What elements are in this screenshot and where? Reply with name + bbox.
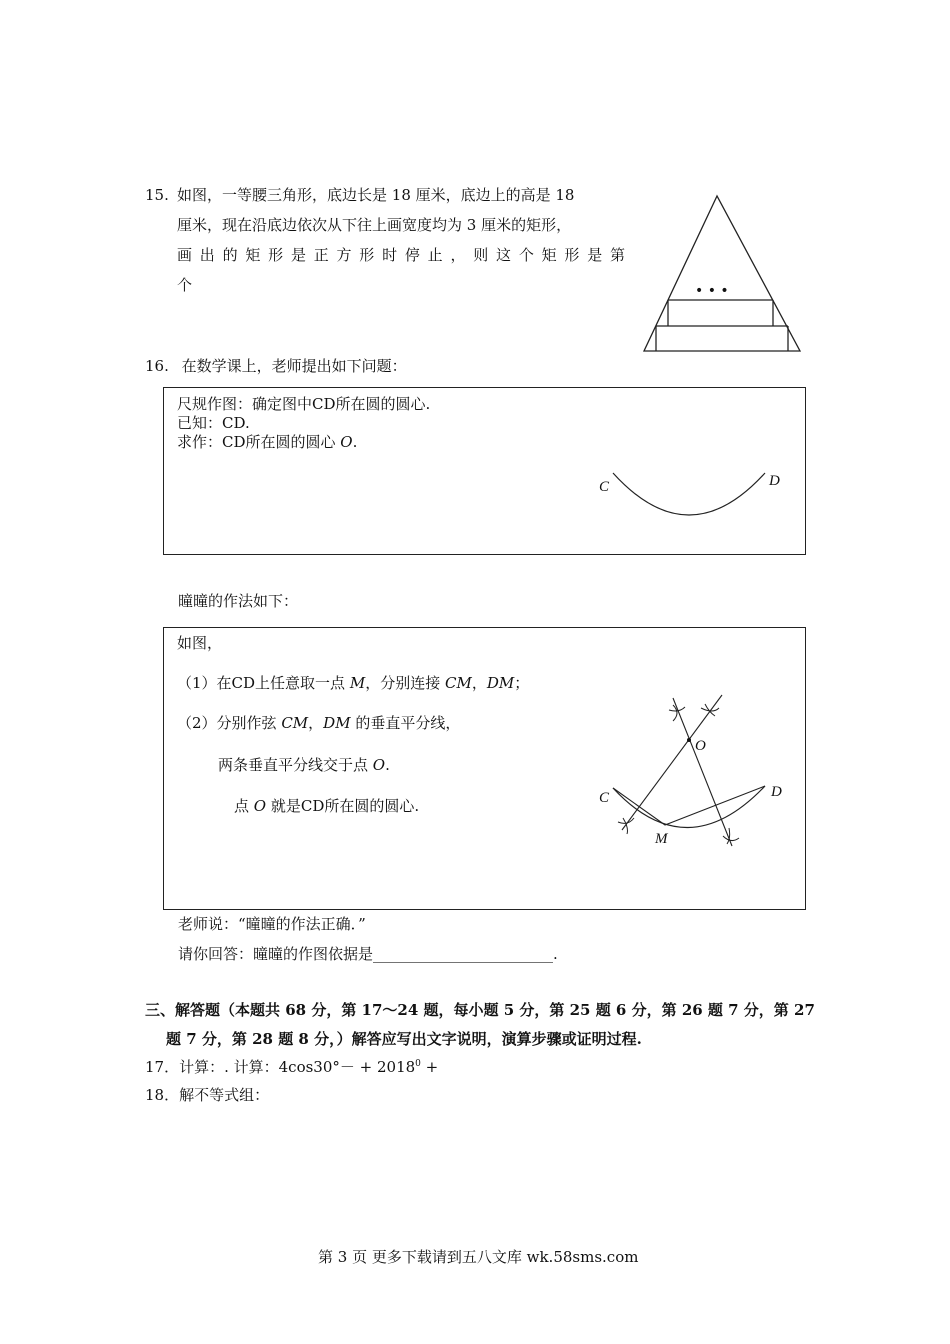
question-number: 16. (145, 357, 169, 375)
problem-line: 尺规作图：确定图中CD所在圆的圆心. (177, 395, 431, 413)
question-18: 18．解不等式组： (145, 1086, 270, 1104)
compass-arc-marks (618, 704, 739, 844)
answer-prompt: 请你回答：曈曈的作图依据是________________________. (178, 945, 558, 963)
label-o: O (695, 738, 706, 754)
section-heading-line: 题 7 分，第 28 题 8 分，）解答应写出文字说明，演算步骤或证明过程. (166, 1030, 642, 1048)
question-text: 在数学课上，老师提出如下问题： (181, 357, 407, 375)
question-number: 15. (145, 186, 169, 204)
label-d: D (769, 473, 780, 489)
problem-line: 求作：CD所在圆的圆心 O. (177, 433, 358, 451)
perpendicular-bisector-dm (673, 698, 732, 846)
arc-cd (613, 786, 765, 828)
triangle-figure (643, 193, 803, 358)
section-heading-line: 三、解答题（本题共 68 分，第 17～24 题，每小题 5 分，第 25 题 6 分，第 26 题 7 分，第 27 (145, 1001, 815, 1019)
method-step-1: （1）在CD上任意取一点 M，分别连接 CM，DM； (177, 674, 530, 692)
question-15 (145, 180, 625, 300)
question-text-line: 厘米，现在沿底边依次从下往上画宽度均为 3 厘米的矩形， (177, 216, 572, 234)
label-m: M (655, 831, 668, 847)
method-line: 如图， (177, 634, 223, 652)
label-c: C (599, 790, 610, 806)
method-step-2: （2）分别作弦 CM，DM 的垂直平分线， (177, 714, 461, 732)
chord-cm-dm (613, 786, 765, 825)
page-footer: 第 3 页 更多下载请到五八文库 wk.58sms.com (318, 1248, 639, 1266)
teacher-remark: 老师说：“曈曈的作法正确．” (178, 915, 366, 933)
question-text-line: 如图，一等腰三角形，底边长是 18 厘米，底边上的高是 18 (177, 186, 575, 204)
perpendicular-bisector-cm (622, 695, 722, 830)
label-c: C (599, 479, 610, 495)
question-text-line: 画出的矩形是正方形时停止，则这个矩形是第 (177, 246, 625, 264)
method-step-4: 点 O 就是CD所在圆的圆心. (234, 797, 420, 815)
continuation-dots: • • • (695, 283, 729, 299)
isosceles-triangle (644, 196, 800, 351)
label-d: D (771, 784, 782, 800)
method-step-3: 两条垂直平分线交于点 O. (218, 756, 390, 774)
construction-figure (595, 690, 795, 860)
arc-cd (613, 473, 765, 515)
arc-cd-figure (595, 465, 795, 525)
question-text-line: 个 (177, 276, 193, 294)
point-o (687, 738, 691, 742)
method-intro: 曈曈的作法如下： (178, 592, 299, 610)
problem-line: 已知：CD. (177, 414, 250, 432)
question-16-intro (145, 355, 407, 376)
question-17: 17．计算：. 计算：$4\cos 30^\circ- + 2018^0$ + (145, 1058, 439, 1076)
